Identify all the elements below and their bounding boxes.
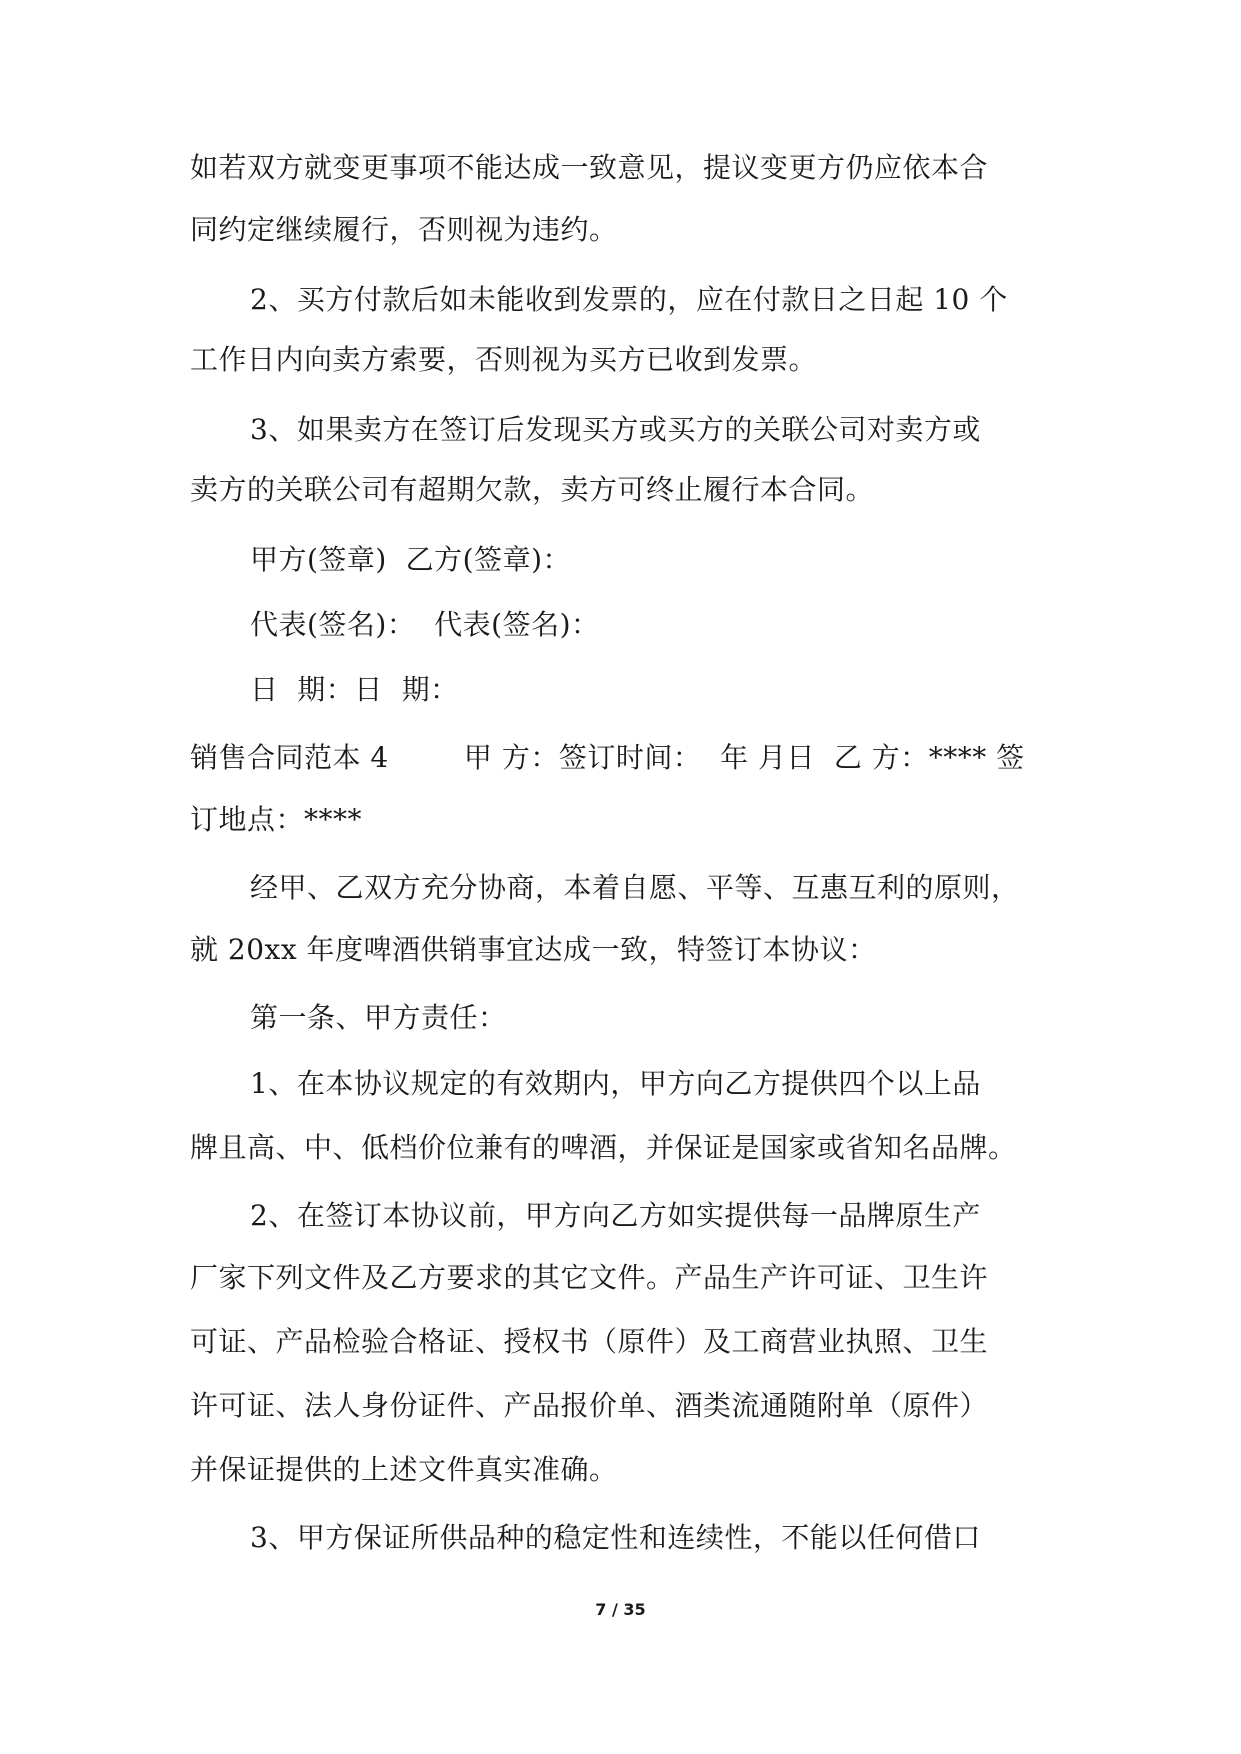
page-number: 7 / 35 xyxy=(595,1600,646,1619)
paragraph-line: 可证、产品检验合格证、授权书（原件）及工商营业执照、卫生 xyxy=(190,1325,989,1358)
paragraph-line: 卖方的关联公司有超期欠款，卖方可终止履行本合同。 xyxy=(190,473,875,506)
paragraph-line: 2、买方付款后如未能收到发票的，应在付款日之日起 10 个 xyxy=(250,283,1008,316)
paragraph-line: 2、在签订本协议前，甲方向乙方如实提供每一品牌原生产 xyxy=(250,1199,981,1232)
paragraph-line: 厂家下列文件及乙方要求的其它文件。产品生产许可证、卫生许 xyxy=(190,1261,989,1294)
paragraph-line: 就 20xx 年度啤酒供销事宜达成一致，特签订本协议： xyxy=(190,933,877,966)
paragraph-line: 同约定继续履行，否则视为违约。 xyxy=(190,213,618,246)
article-heading: 第一条、甲方责任： xyxy=(250,1001,507,1034)
paragraph-line: 许可证、法人身份证件、产品报价单、酒类流通随附单（原件） xyxy=(190,1389,989,1422)
paragraph-line: 并保证提供的上述文件真实准确。 xyxy=(190,1453,618,1486)
paragraph-line: 经甲、乙双方充分协商，本着自愿、平等、互惠互利的原则， xyxy=(250,871,1020,904)
section-heading-line: 销售合同范本 4 甲 方：签订时间： 年 月日 乙 方：**** 签 xyxy=(190,741,1025,774)
date-line: 日 期：日 期： xyxy=(250,673,459,706)
paragraph-line: 3、甲方保证所供品种的稳定性和连续性，不能以任何借口 xyxy=(250,1521,981,1554)
paragraph-line: 订地点：**** xyxy=(190,803,363,836)
signature-line: 代表(签名)： 代表(签名)： xyxy=(250,608,600,641)
paragraph-line: 如若双方就变更事项不能达成一致意见，提议变更方仍应依本合 xyxy=(190,151,989,184)
paragraph-line: 3、如果卖方在签订后发现买方或买方的关联公司对卖方或 xyxy=(250,413,981,446)
signature-line: 甲方(签章) 乙方(签章)： xyxy=(250,543,571,576)
paragraph-line: 1、在本协议规定的有效期内，甲方向乙方提供四个以上品 xyxy=(250,1067,981,1100)
paragraph-line: 牌且高、中、低档价位兼有的啤酒，并保证是国家或省知名品牌。 xyxy=(190,1131,1017,1164)
paragraph-line: 工作日内向卖方索要，否则视为买方已收到发票。 xyxy=(190,343,818,376)
